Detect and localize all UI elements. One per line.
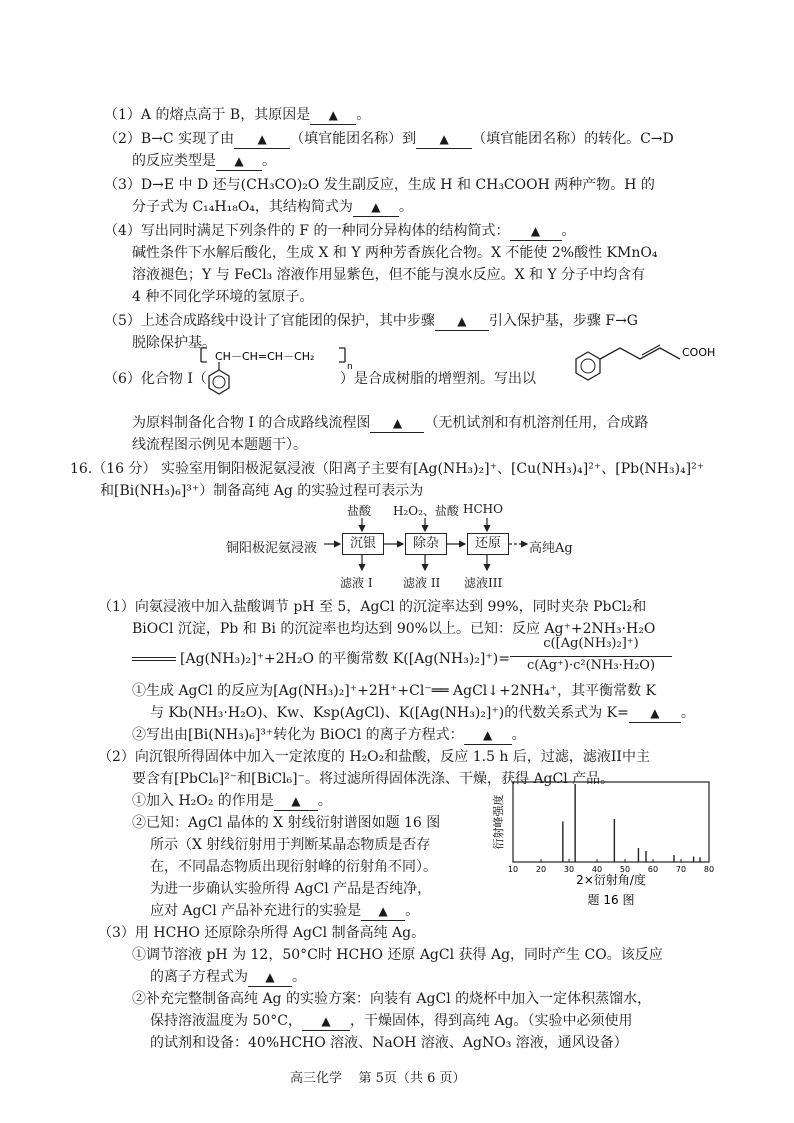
q15-part6-line2: 为原料制备化合物 I 的合成路线流程图 ▲ （无机试剂和有机溶剂任用，合成路 xyxy=(132,415,649,431)
q16-s2-sub2-line5: 应对 AgCl 产品补充进行的实验是 ▲ 。 xyxy=(150,903,420,919)
reagent-2: H₂O₂、盐酸 xyxy=(393,504,459,518)
q15-part5-line2: 脱除保护基。 xyxy=(132,335,216,351)
q15-part4-line3: 溶液褪色；Y 与 FeCl₃ 溶液作用显紫色，但不能与溴水反应。X 和 Y 分子中均含有 xyxy=(132,267,646,283)
q15-part4-line1: （4）写出同时满足下列条件的 F 的一种同分异构体的结构简式： ▲ 。 xyxy=(104,223,576,239)
x-tick-label: 30 xyxy=(563,865,575,874)
q15-part5-line1: （5）上述合成路线中设计了官能团的保护，其中步骤 ▲ 引入保护基，步骤 F→G xyxy=(104,313,638,329)
q16-s2-sub2-line3: 在，不同晶态物质出现衍射峰的衍射角不同）。 xyxy=(150,859,437,875)
q16-s2-sub1: ①加入 H₂O₂ 的作用是 ▲ 。 xyxy=(132,793,332,809)
q16-intro-line1: 16.（16 分） 实验室用铜阳极泥氨浸液（阳离子主要有[Ag(NH₃)₂]⁺、[Cu(NH₃)₄]²⁺、[Pb(NH₃)₄]²⁺ xyxy=(70,461,705,477)
x-tick-label: 80 xyxy=(703,865,715,874)
q16-s1-sub1-line1: ①生成 AgCl 的反应为[Ag(NH₃)₂]⁺+2H⁺+Cl⁻══ AgCl↓+2NH₄⁺，其平衡常数 K xyxy=(132,683,657,699)
k-fraction-bar xyxy=(510,656,672,657)
q15-part6-line1b: ）是合成树脂的增塑剂。写出以 xyxy=(340,371,536,387)
q15-part6-line1a: （6）化合物 I（ xyxy=(104,371,207,387)
x-tick-label: 50 xyxy=(619,865,631,874)
q16-s2-line1: （2）向沉银所得固体中加入一定浓度的 H₂O₂和盐酸，反应 1.5 h 后，过滤，滤液II中主 xyxy=(98,749,650,765)
y-axis-label: 衍射峰强度 xyxy=(492,794,505,850)
xrd-ticks xyxy=(508,859,714,874)
reagent-3: HCHO xyxy=(463,502,503,516)
flow-end: 高纯Ag xyxy=(529,541,573,556)
xrd-peaks xyxy=(563,784,700,862)
q16-s2-sub2-line4: 为进一步确认实验所得 AgCl 产品是否纯净， xyxy=(150,881,432,897)
k-fraction-numerator: c([Ag(NH₃)₂]⁺) xyxy=(543,636,639,651)
q15-part6-line3: 线流程图示例见本题题干）。 xyxy=(132,437,307,453)
q15-part3-line1: （3）D→E 中 D 还与(CH₃CO)₂O 发生副反应，生成 H 和 CH₃COOH 两种产物。H 的 xyxy=(104,177,655,193)
filtrate-3: 滤液III xyxy=(464,576,503,590)
q16-s3-sub1-line1: ①调节溶液 pH 为 12，50°C时 HCHO 还原 AgCl 获得 Ag，同时产生 CO。该反应 xyxy=(132,947,663,963)
x-tick-label: 60 xyxy=(647,865,659,874)
cooh-label: COOH xyxy=(682,346,716,359)
q16-s1-line3: [Ag(NH₃)₂]⁺+2H₂O 的平衡常数 K([Ag(NH₃)₂]⁺)= xyxy=(132,650,510,668)
chart-title: 题 16 图 xyxy=(587,893,635,907)
q16-s2-sub2-line1: ②已知：AgCl 晶体的 X 射线衍射谱图如题 16 图 xyxy=(132,815,441,831)
q15-part4-line2: 碱性条件下水解后酸化，生成 X 和 Y 两种芳香族化合物。X 不能使 2%酸性 KMnO₄ xyxy=(132,245,658,261)
q16-s3-sub2-line1: ②补充完整制备高纯 Ag 的实验方案：向装有 AgCl 的烧杯中加入一定体积蒸馏水， xyxy=(132,991,652,1007)
q16-s3-sub2-line3: 的试剂和设备：40%HCHO 溶液、NaOH 溶液、AgNO₃ 溶液，通风设备） xyxy=(150,1035,628,1051)
filtrate-2: 滤液 II xyxy=(403,576,441,590)
q16-intro-line2: 和[Bi(NH₃)₆]³⁺）制备高纯 Ag 的实验过程可表示为 xyxy=(100,483,424,499)
x-tick-label: 70 xyxy=(675,865,687,874)
q15-part2-line1: （2）B→C 实现了由 ▲ （填官能团名称）到 ▲ （填官能团名称）的转化。C→D xyxy=(104,131,674,147)
reagent-1: 盐酸 xyxy=(347,504,372,518)
q16-s2-sub2-line2: 所示（X 射线衍射用于判断某晶态物质是否存 xyxy=(150,837,431,853)
x-tick-label: 20 xyxy=(535,865,547,874)
q15-part2-line2: 的反应类型是 ▲ 。 xyxy=(132,153,276,169)
q16-s1-sub2: ②写出由[Bi(NH₃)₆]³⁺转化为 BiOCl 的离子方程式： ▲ 。 xyxy=(132,727,526,743)
q16-s3-sub2-line2: 保持溶液温度为 50°C， ▲ ，干燥固体，得到高纯 Ag。（实验中必须使用 xyxy=(150,1013,633,1029)
polymer-chain: CH－CH=CH－CH₂ xyxy=(215,350,315,363)
x-tick-label: 10 xyxy=(507,865,519,874)
polymer-n: n xyxy=(347,362,353,372)
x-axis-label: 2×衍射角/度 xyxy=(576,873,646,887)
q15-part1: （1）A 的熔点高于 B，其原因是 ▲ 。 xyxy=(104,107,371,123)
q16-s1-sub1-line2: 与 Kb(NH₃·H₂O)、Kw、Ksp(AgCl)、K([Ag(NH₃)₂]⁺)的代数关系式为 K= ▲ 。 xyxy=(150,705,695,721)
flow-step-3: 还原 xyxy=(467,533,509,555)
filtrate-1: 滤液 I xyxy=(340,576,373,590)
x-tick-label: 40 xyxy=(591,865,603,874)
q16-s2-line2: 要含有[PbCl₆]²⁻和[BiCl₆]⁻。将过滤所得固体洗涤、干燥，获得 AgCl 产品。 xyxy=(132,771,615,787)
k-fraction-denominator: c(Ag⁺)·c²(NH₃·H₂O) xyxy=(526,658,656,673)
q16-s1-line1: （1）向氨浸液中加入盐酸调节 pH 至 5，AgCl 的沉淀率达到 99%，同时夹杂 PbCl₂和 xyxy=(98,599,647,615)
q16-s3-sub1-line2: 的离子方程式为 ▲ 。 xyxy=(150,969,306,985)
plot-frame xyxy=(513,782,709,862)
flow-step-1: 沉银 xyxy=(342,533,384,555)
page-footer: 高三化学 第 5页（共 6 页） xyxy=(290,1071,466,1086)
flow-step-2: 除杂 xyxy=(405,533,447,555)
q16-s3-line1: （3）用 HCHO 还原除杂所得 AgCl 制备高纯 Ag。 xyxy=(98,925,426,941)
q16-s1-line2: BiOCl 沉淀，Pb 和 Bi 的沉淀率也均达到 90%以上。已知：反应 Ag⁺+2NH₃·H₂O xyxy=(132,621,656,637)
q15-part4-line4: 4 种不同化学环境的氢原子。 xyxy=(132,289,314,305)
q15-part3-line2: 分子式为 C₁₄H₁₈O₄，其结构简式为 ▲ 。 xyxy=(132,199,413,215)
xrd-chart xyxy=(488,776,728,916)
flow-start: 铜阳极泥氨浸液 xyxy=(226,541,318,556)
